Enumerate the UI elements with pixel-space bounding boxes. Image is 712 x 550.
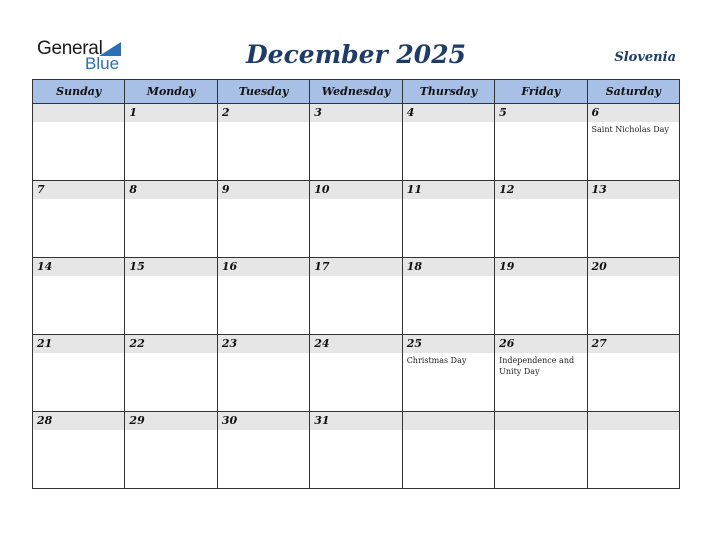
- generalblue-logo: [37, 38, 137, 74]
- day-number: 11: [403, 181, 494, 199]
- calendar-day-cell: [33, 258, 125, 335]
- day-number: 7: [33, 181, 124, 199]
- calendar-day-cell: [402, 104, 494, 181]
- calendar-day-cell: [310, 104, 402, 181]
- calendar-day-cell: [495, 181, 587, 258]
- calendar-day-cell: [125, 258, 217, 335]
- day-number: 25: [403, 335, 494, 353]
- weekday-header: Tuesday: [217, 80, 309, 104]
- day-number: 24: [310, 335, 401, 353]
- calendar-day-cell: [310, 412, 402, 489]
- holiday-label: Saint Nicholas Day: [591, 125, 669, 134]
- holiday-label: Independence and Unity Day: [499, 356, 575, 376]
- country-label: Slovenia: [614, 50, 676, 65]
- calendar-day-cell: [587, 258, 679, 335]
- weekday-header: Monday: [125, 80, 217, 104]
- weekday-header: Sunday: [33, 80, 125, 104]
- day-number: 26: [495, 335, 586, 353]
- calendar-day-cell: [33, 412, 125, 489]
- day-number: 2: [218, 104, 309, 122]
- day-number: 23: [218, 335, 309, 353]
- calendar-day-cell: [587, 412, 679, 489]
- day-number: [33, 104, 124, 122]
- day-number: 31: [310, 412, 401, 430]
- day-number: 17: [310, 258, 401, 276]
- calendar-day-cell: [217, 258, 309, 335]
- calendar-day-cell: [33, 181, 125, 258]
- day-number: 28: [33, 412, 124, 430]
- day-number: 15: [125, 258, 216, 276]
- calendar-day-cell: [587, 181, 679, 258]
- calendar-day-cell: [33, 104, 125, 181]
- day-number: 14: [33, 258, 124, 276]
- calendar-day-cell: [125, 181, 217, 258]
- calendar-day-cell: [125, 104, 217, 181]
- calendar-day-cell: [587, 104, 679, 181]
- day-number: [588, 412, 679, 430]
- calendar-week-row: [33, 104, 680, 181]
- day-number: [403, 412, 494, 430]
- calendar-grid: [32, 79, 680, 489]
- page-title: December 2025: [245, 40, 466, 69]
- weekday-header: Friday: [495, 80, 587, 104]
- calendar-day-cell: [402, 258, 494, 335]
- day-number: 21: [33, 335, 124, 353]
- day-number: 18: [403, 258, 494, 276]
- weekday-header-row: [33, 80, 680, 104]
- logo-text-general: General: [37, 38, 103, 59]
- calendar-week-row: [33, 181, 680, 258]
- day-number: 1: [125, 104, 216, 122]
- calendar-day-cell: [587, 335, 679, 412]
- calendar-day-cell: [495, 412, 587, 489]
- weekday-header: Thursday: [402, 80, 494, 104]
- day-number: 19: [495, 258, 586, 276]
- calendar-day-cell: [125, 412, 217, 489]
- calendar-day-cell: [495, 104, 587, 181]
- day-number: 4: [403, 104, 494, 122]
- day-number: 9: [218, 181, 309, 199]
- day-number: 13: [588, 181, 679, 199]
- calendar-week-row: [33, 258, 680, 335]
- calendar-day-cell: [125, 335, 217, 412]
- calendar-day-cell: [310, 258, 402, 335]
- logo-text-blue: Blue: [85, 54, 120, 73]
- day-number: 5: [495, 104, 586, 122]
- day-number: 29: [125, 412, 216, 430]
- day-number: 27: [588, 335, 679, 353]
- day-number: [495, 412, 586, 430]
- day-number: 3: [310, 104, 401, 122]
- day-number: 22: [125, 335, 216, 353]
- calendar-day-cell: [217, 412, 309, 489]
- calendar-day-cell: [310, 335, 402, 412]
- day-number: 12: [495, 181, 586, 199]
- calendar-week-row: [33, 412, 680, 489]
- weekday-header: Saturday: [587, 80, 679, 104]
- holiday-label: Christmas Day: [406, 356, 467, 365]
- calendar-day-cell: [217, 181, 309, 258]
- calendar-day-cell: [217, 104, 309, 181]
- calendar-day-cell: [217, 335, 309, 412]
- calendar-day-cell: [402, 181, 494, 258]
- calendar-day-cell: [495, 335, 587, 412]
- calendar-day-cell: [402, 335, 494, 412]
- day-number: 16: [218, 258, 309, 276]
- day-number: 8: [125, 181, 216, 199]
- day-number: 30: [218, 412, 309, 430]
- calendar-day-cell: [495, 258, 587, 335]
- calendar-day-cell: [310, 181, 402, 258]
- day-number: 10: [310, 181, 401, 199]
- calendar-day-cell: [33, 335, 125, 412]
- day-number: 6: [588, 104, 679, 122]
- calendar-day-cell: [402, 412, 494, 489]
- day-number: 20: [588, 258, 679, 276]
- weekday-header: Wednesday: [310, 80, 402, 104]
- calendar-week-row: [33, 335, 680, 412]
